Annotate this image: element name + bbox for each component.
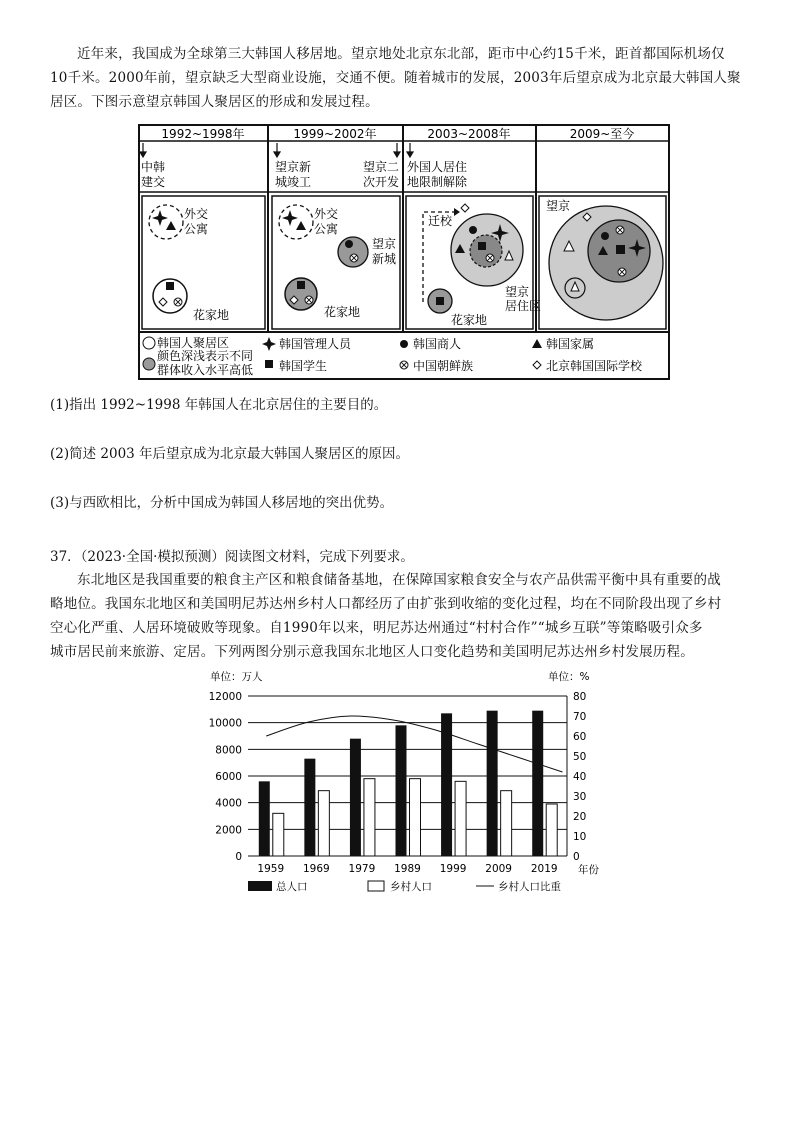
left-axis-unit: 单位：万人: [210, 671, 263, 683]
place-wangjing: 望京: [546, 199, 571, 213]
y-right-tick-label: 0: [573, 851, 580, 863]
student-icon: [436, 297, 444, 305]
period-2: 1999~2002年: [293, 127, 377, 141]
period-4: 2009~至今: [569, 127, 635, 141]
student-icon: [297, 281, 305, 289]
legend-family: 韩国家属: [546, 337, 595, 351]
legend-rural-swatch: [368, 881, 384, 891]
legend-korean-chinese: 中国朝鲜族: [413, 359, 474, 373]
event-1b: 建交: [141, 175, 166, 189]
place-wangjing-new-a: 望京: [372, 237, 397, 251]
passage1-line1: 近年来，我国成为全球第三大韩国人移居地。望京地处北京东北部，距市中心约15千米，距首都国际机场仅: [77, 46, 725, 62]
bar-rural-population: [410, 779, 421, 856]
problem37-line2: 略地位。我国东北地区和美国明尼苏达州乡村人口都经历了由扩张到收缩的变化过程，均在不同阶段出现了乡村: [50, 596, 722, 612]
bar-rural-population: [546, 804, 557, 856]
event-3b: 地限制解除: [407, 175, 468, 189]
right-axis-unit: 单位：%: [548, 671, 590, 683]
bar-rural-population: [273, 813, 284, 856]
x-tick-label: 1989: [394, 863, 421, 875]
student-icon: [616, 245, 625, 254]
y-left-tick-label: 10000: [208, 717, 242, 730]
y-right-tick-label: 20: [573, 811, 587, 823]
x-tick-label: 1969: [302, 863, 330, 875]
bar-rural-population: [364, 779, 375, 856]
waijiao-cluster-1: [149, 205, 183, 239]
bar-rural-population: [455, 781, 466, 856]
bar-total-population: [304, 759, 315, 856]
x-tick-label: 1979: [348, 863, 376, 875]
legend-cluster: 韩国人聚居区: [157, 336, 230, 350]
merchant-icon: [400, 340, 408, 348]
problem37-header: 37．（2023·全国·模拟预测）阅读图文材料，完成下列要求。: [50, 549, 414, 565]
place-waijiao-a: 外交: [314, 207, 339, 221]
merchant-icon: [469, 226, 477, 234]
event-1a: 中韩: [141, 160, 166, 174]
event-3a: 外国人居住: [407, 160, 468, 174]
event-2a: 望京新: [275, 160, 312, 174]
y-right-tick-label: 50: [573, 751, 587, 763]
student-icon: [265, 360, 273, 368]
legend-merchant: 韩国商人: [413, 337, 462, 351]
x-tick-label: 2009: [485, 863, 513, 875]
problem37-line3: 空心化严重、人居环境破败等现象。自1990年以来，明尼苏达州通过“村村合作”“城乡互联”等策略吸引众多: [50, 620, 703, 636]
merchant-icon: [345, 240, 353, 248]
place-wangjing-res-b: 居住区: [505, 299, 542, 313]
legend-ratio: 乡村人口比重: [498, 881, 561, 893]
y-left-tick-label: 2000: [215, 824, 242, 837]
legend-shade-b: 群体收入水平高低: [157, 363, 254, 377]
question-2: (2)简述 2003 年后望京成为北京最大韩国人聚居区的原因。: [50, 446, 410, 462]
problem37-line4: 城市居民前来旅游、定居。下列两图分别示意我国东北地区人口变化趋势和美国明尼苏达州乡村发展历程。: [50, 644, 694, 660]
place-relocate: 迁校: [428, 214, 453, 228]
place-waijiao-b: 公寓: [184, 222, 209, 236]
place-huajiadi-2: 花家地: [324, 305, 361, 319]
y-right-tick-label: 80: [573, 691, 587, 703]
place-wangjing-res-a: 望京: [505, 285, 530, 299]
y-left-tick-label: 12000: [208, 691, 242, 703]
place-waijiao-a: 外交: [184, 207, 209, 221]
period-1: 1992~1998年: [161, 127, 245, 141]
legend-total: 总人口: [276, 881, 308, 893]
event-2c: 望京二: [363, 160, 400, 174]
student-icon: [166, 282, 174, 290]
place-wangjing-new-b: 新城: [372, 252, 397, 266]
legend-manager: 韩国管理人员: [279, 337, 352, 351]
wangjing-formation-diagram: [138, 124, 670, 380]
legend-shade-a: 颜色深浅表示不同: [157, 349, 254, 363]
bar-total-population: [532, 711, 543, 856]
question-3: (3)与西欧相比，分析中国成为韩国人移居地的突出优势。: [50, 495, 394, 511]
y-left-tick-label: 0: [235, 851, 242, 863]
bar-rural-population: [501, 791, 512, 856]
y-right-tick-label: 10: [573, 831, 587, 843]
legend-rural: 乡村人口: [390, 881, 432, 893]
y-left-tick-label: 8000: [215, 744, 242, 757]
waijiao-cluster-2: [279, 205, 313, 239]
wangjing-new-cluster: [338, 237, 368, 267]
legend-student: 韩国学生: [279, 359, 328, 373]
bar-total-population: [350, 739, 361, 856]
northeast-population-chart: [190, 668, 610, 898]
period-3: 2003~2008年: [427, 127, 511, 141]
event-2d: 次开发: [363, 175, 400, 189]
y-left-tick-label: 6000: [215, 771, 242, 783]
legend-school: 北京韩国国际学校: [546, 359, 643, 373]
passage1-line3: 居区。下图示意望京韩国人聚居区的形成和发展过程。: [50, 94, 379, 110]
bar-total-population: [487, 711, 498, 856]
event-2b: 城竣工: [275, 175, 312, 189]
passage1-line2: 10千米。2000年前，望京缺乏大型商业设施，交通不便。随着城市的发展，2003年后望京成为北京最大韩国人聚: [50, 70, 741, 86]
x-tick-label: 1999: [439, 863, 467, 875]
question-1: (1)指出 1992~1998 年韩国人在北京居住的主要目的。: [50, 397, 388, 413]
place-huajiadi-3: 花家地: [451, 313, 488, 327]
bar-total-population: [396, 725, 407, 856]
y-left-tick-label: 4000: [215, 797, 242, 810]
bar-rural-population: [318, 791, 329, 856]
y-right-tick-label: 40: [573, 771, 587, 783]
place-waijiao-b: 公寓: [314, 222, 339, 236]
x-tick-label: 2019: [530, 863, 558, 875]
student-icon: [478, 242, 486, 250]
y-right-tick-label: 60: [573, 731, 587, 743]
merchant-icon: [601, 232, 609, 240]
y-right-tick-label: 70: [573, 711, 587, 723]
y-right-tick-label: 30: [573, 791, 587, 803]
bar-total-population: [259, 781, 270, 856]
x-axis-label: 年份: [578, 864, 599, 876]
legend-total-swatch: [248, 881, 272, 891]
problem37-line1: 东北地区是我国重要的粮食主产区和粮食储备基地，在保障国家粮食安全与农产品供需平衡中具有重要的战: [77, 572, 721, 588]
place-huajiadi-1: 花家地: [193, 308, 230, 322]
x-tick-label: 1959: [257, 863, 285, 875]
